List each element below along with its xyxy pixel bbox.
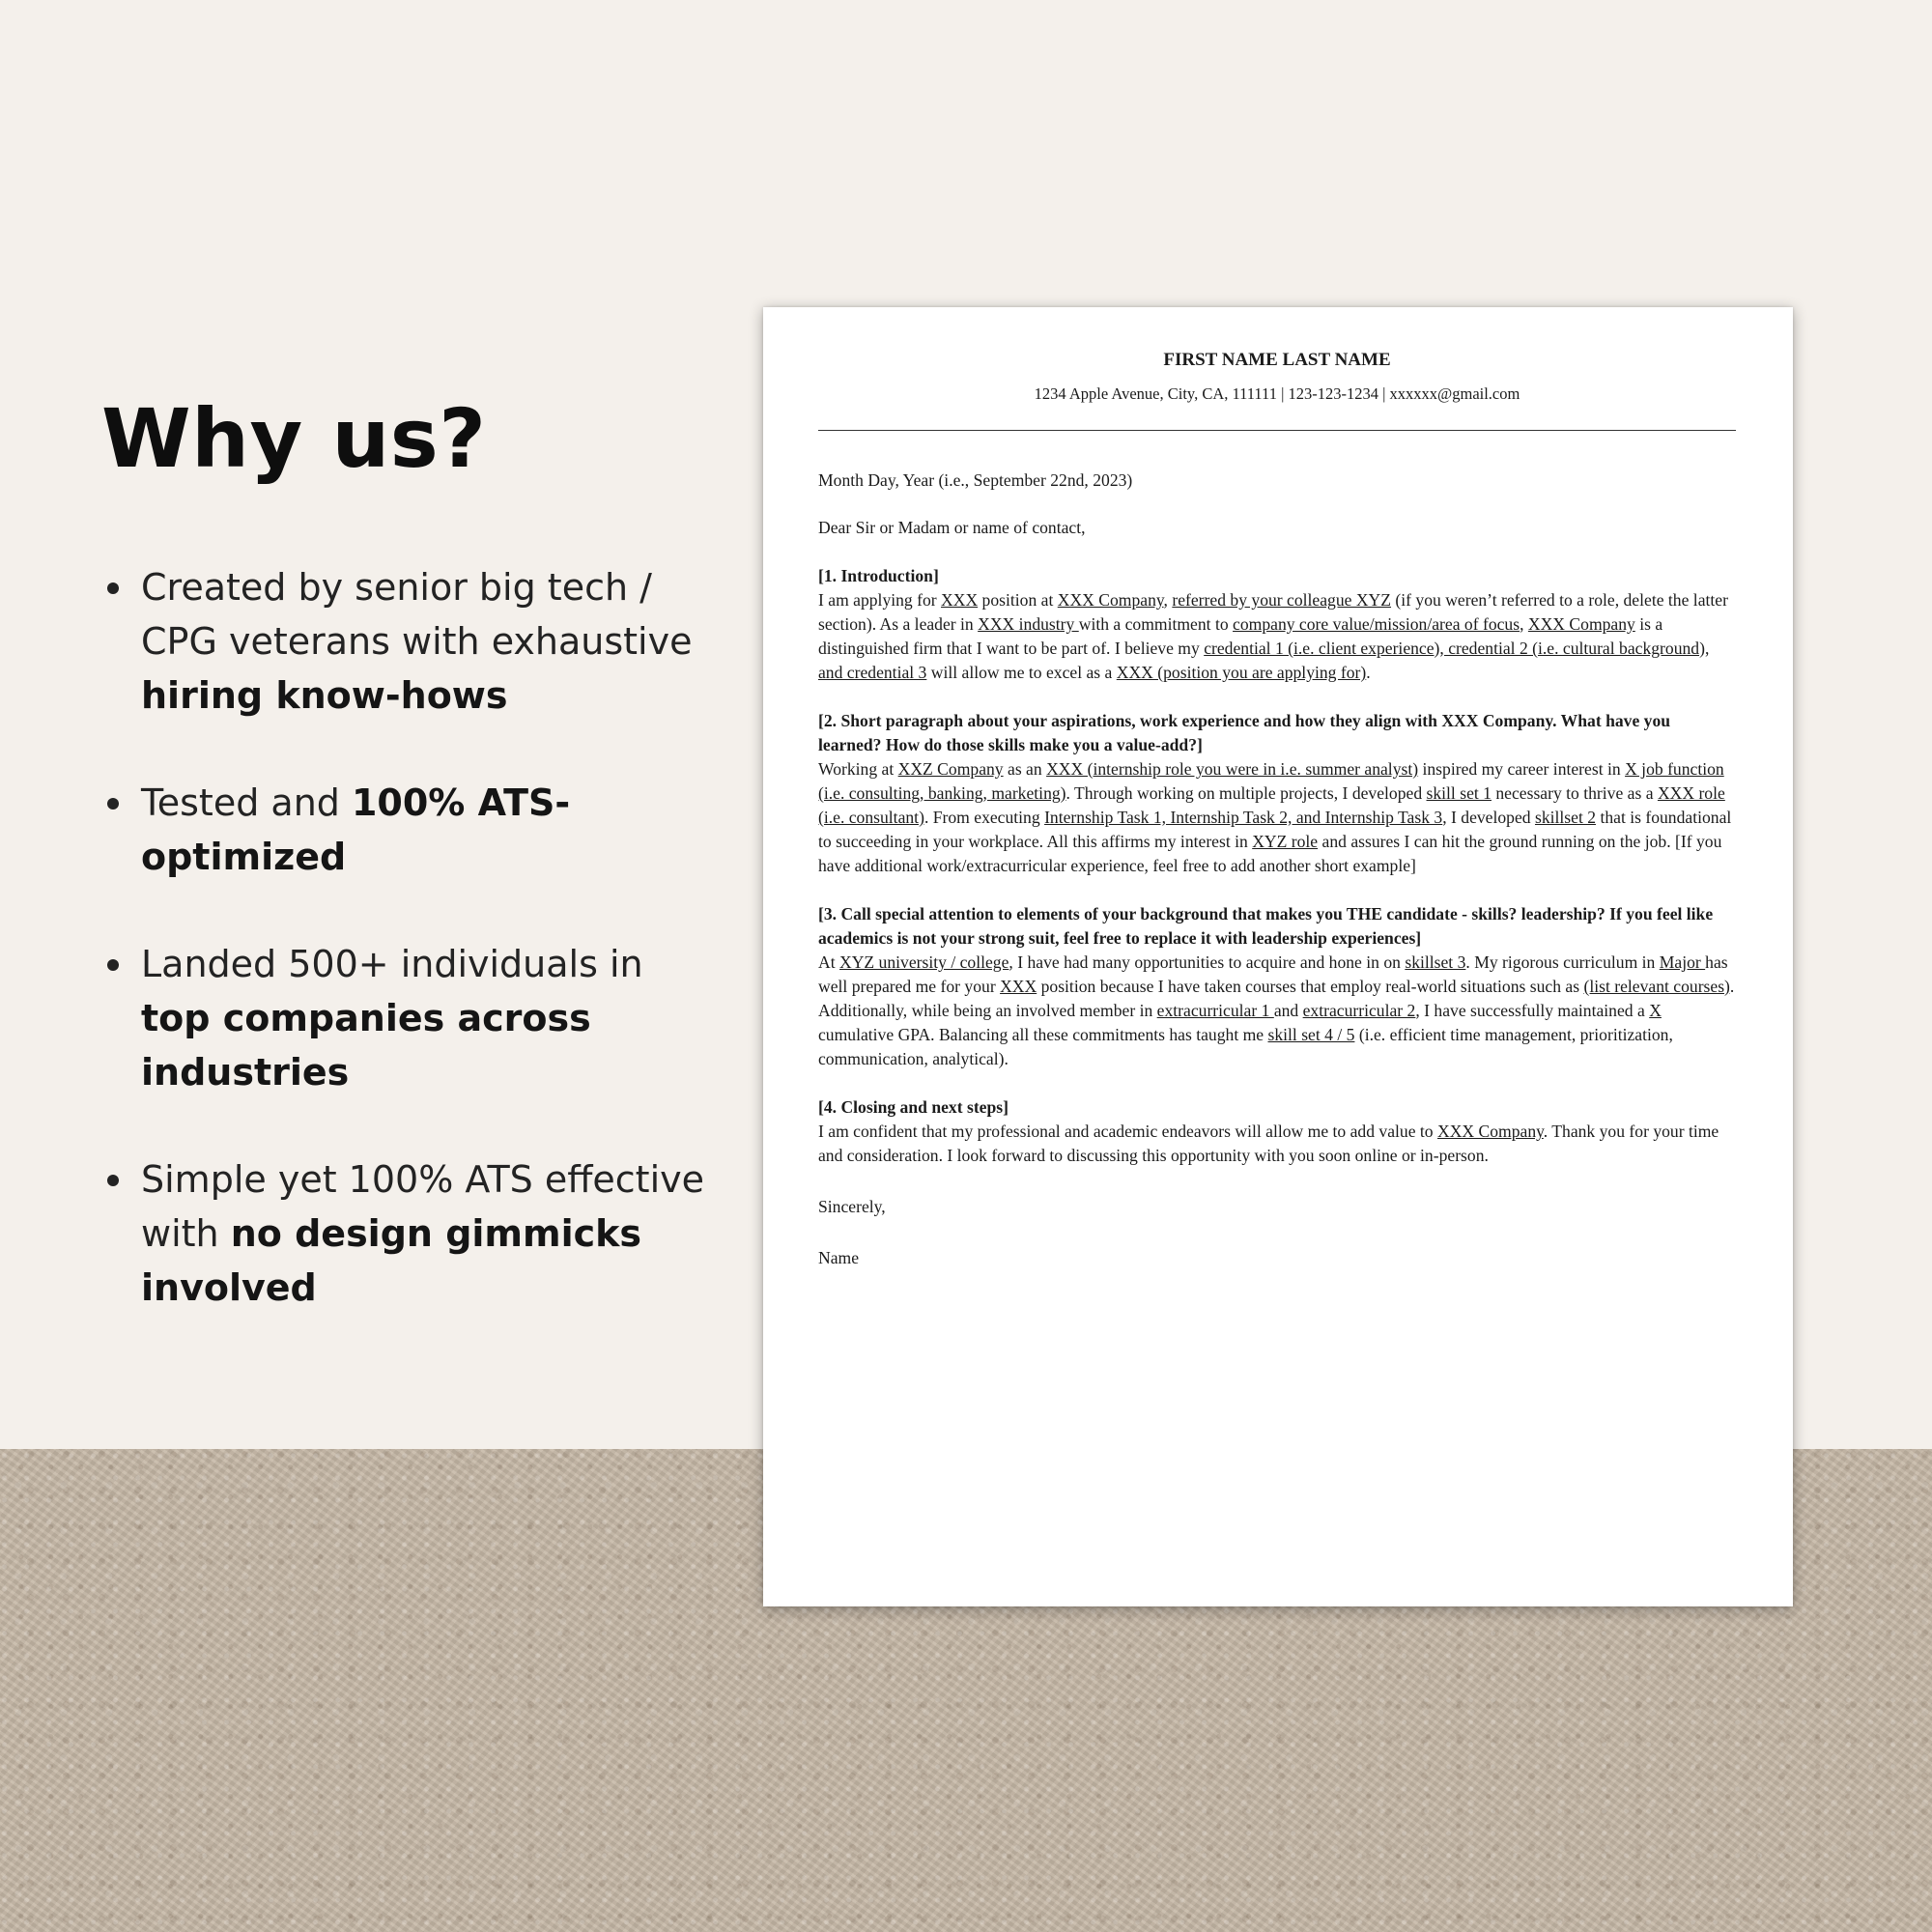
text-run: (i.e. efficient time management, prioritization, communication, analytical). — [818, 1025, 1673, 1068]
placeholder-field: XXX — [941, 590, 979, 610]
emphasis-text: 100% ATS-optimized — [141, 781, 571, 878]
text-run: Created by senior big tech / CPG veterans with exhaustive — [141, 566, 693, 663]
placeholder-field: extracurricular 2 — [1302, 1001, 1416, 1020]
text-run: inspired my career interest in — [1418, 759, 1626, 779]
section-body — [818, 1120, 1736, 1168]
placeholder-field: company core value/mission/area of focus — [1233, 614, 1520, 634]
placeholder-field: (list relevant courses) — [1583, 977, 1730, 996]
text-run: (if you weren’t referred to a role, delete the latter section). As a leader in — [818, 590, 1728, 634]
text-run: . Thank you for your time and consideration. I look forward to discussing this opportunity with you soon online or in-person. — [818, 1122, 1719, 1165]
header-divider — [818, 430, 1736, 431]
emphasis-text: top companies across industries — [141, 997, 591, 1094]
text-run: . My rigorous curriculum in — [1465, 952, 1660, 972]
letter-greeting: Dear Sir or Madam or name of contact, — [818, 518, 1086, 537]
text-run: will allow me to excel as a — [926, 663, 1117, 682]
text-run: I am applying for — [818, 590, 942, 610]
benefit-item — [101, 1152, 720, 1315]
section-body — [818, 757, 1736, 878]
text-run: At — [818, 952, 839, 972]
text-run: Landed 500+ individuals in — [141, 943, 643, 985]
placeholder-field: XXX industry — [978, 614, 1079, 634]
placeholder-field: XXX — [1000, 977, 1037, 996]
placeholder-field: XXX Company — [1057, 590, 1164, 610]
text-run: that is foundational to succeeding in your workplace. All this affirms my interest in — [818, 808, 1732, 851]
emphasis-text: no design gimmicks involved — [141, 1212, 642, 1309]
emphasis-text: hiring know-hows — [141, 674, 508, 717]
benefit-item — [101, 937, 720, 1099]
placeholder-field: XXX Company — [1527, 614, 1635, 634]
text-run: position at — [978, 590, 1058, 610]
letter-contact-line: 1234 Apple Avenue, City, CA, 111111 | 123-123-1234 | xxxxxx@gmail.com — [1034, 384, 1520, 403]
text-run: with a commitment to — [1078, 614, 1234, 634]
benefit-item — [101, 560, 720, 723]
cover-letter-content — [818, 348, 1736, 1270]
text-run: Working at — [818, 759, 898, 779]
letter-closing: Sincerely, — [818, 1197, 886, 1216]
text-run: I am confident that my professional and academic endeavors will allow me to add value to — [818, 1122, 1437, 1141]
text-run: . — [1366, 663, 1371, 682]
text-run: , — [1520, 614, 1528, 634]
letter-name: FIRST NAME LAST NAME — [1163, 350, 1391, 370]
placeholder-field: Major — [1659, 952, 1706, 972]
text-run: , I developed — [1442, 808, 1535, 827]
placeholder-field: XXX (position you are applying for) — [1116, 663, 1367, 682]
text-run: Tested and — [141, 781, 352, 824]
placeholder-field: Internship Task 1, Internship Task 2, and Internship Task 3 — [1044, 808, 1443, 827]
placeholder-field: referred by your colleague XYZ — [1172, 590, 1392, 610]
placeholder-field: XXZ Company — [897, 759, 1004, 779]
letter-date: Month Day, Year (i.e., September 22nd, 2023) — [818, 470, 1133, 490]
section-body — [818, 951, 1736, 1071]
text-run: necessary to thrive as a — [1491, 783, 1658, 803]
letter-section-introduction — [818, 564, 1736, 685]
section-heading: [1. Introduction] — [818, 566, 939, 585]
text-run: . From executing — [923, 808, 1045, 827]
section-heading: [4. Closing and next steps] — [818, 1097, 1009, 1117]
letter-section-background — [818, 902, 1736, 1071]
text-run: , I have had many opportunities to acquire and hone in on — [1009, 952, 1406, 972]
why-us-heading: Why us? — [101, 391, 487, 486]
text-run: position because I have taken courses that employ real-world situations such as — [1037, 977, 1584, 996]
placeholder-field: X job function (i.e. consulting, banking, marketing) — [818, 759, 1724, 803]
text-run: as an — [1003, 759, 1047, 779]
placeholder-field: credential 1 (i.e. client experience), credential 2 (i.e. cultural background), and credential 3 — [818, 639, 1710, 682]
benefit-item — [101, 776, 720, 884]
placeholder-field: skillset 3 — [1405, 952, 1466, 972]
placeholder-field: XXX (internship role you were in i.e. summer analyst) — [1046, 759, 1419, 779]
placeholder-field: X — [1649, 1001, 1662, 1020]
benefits-list — [101, 560, 720, 1368]
text-run: is a distinguished firm that I want to be part of. I believe my — [818, 614, 1663, 658]
placeholder-field: skill set 4 / 5 — [1267, 1025, 1355, 1044]
cover-letter-document — [763, 307, 1793, 1606]
placeholder-field: XYZ role — [1252, 832, 1319, 851]
section-heading: [2. Short paragraph about your aspirations, work experience and how they align with XXX Company. What have you learned? How do those skills make you a value-add?] — [818, 711, 1671, 754]
section-body — [818, 588, 1736, 685]
text-run: . Additionally, while being an involved member in — [818, 977, 1735, 1020]
letter-signature: Name — [818, 1248, 860, 1267]
text-run: and — [1273, 1001, 1303, 1020]
letter-section-aspirations — [818, 709, 1736, 878]
placeholder-field: extracurricular 1 — [1156, 1001, 1274, 1020]
placeholder-field: XXX Company — [1437, 1122, 1544, 1141]
text-run: . Through working on multiple projects, I developed — [1065, 783, 1427, 803]
section-heading: [3. Call special attention to elements of your background that makes you THE candidate - skills? leadership? If you feel like academics is not your strong suit, feel free to replace it with leadership experiences] — [818, 904, 1714, 948]
text-run: Simple yet 100% ATS effective with — [141, 1158, 705, 1255]
text-run: cumulative GPA. Balancing all these commitments has taught me — [818, 1025, 1268, 1044]
text-run: , I have successfully maintained a — [1415, 1001, 1650, 1020]
letter-section-closing — [818, 1095, 1736, 1168]
placeholder-field: skillset 2 — [1534, 808, 1597, 827]
text-run: has well prepared me for your — [818, 952, 1728, 996]
placeholder-field: XXX role (i.e. consultant) — [818, 783, 1725, 827]
placeholder-field: XYZ university / college — [839, 952, 1009, 972]
placeholder-field: skill set 1 — [1426, 783, 1492, 803]
text-run: and assures I can hit the ground running on the job. [If you have additional work/extracurricular experience, feel free to add another short example] — [818, 832, 1722, 875]
text-run: , — [1163, 590, 1173, 610]
